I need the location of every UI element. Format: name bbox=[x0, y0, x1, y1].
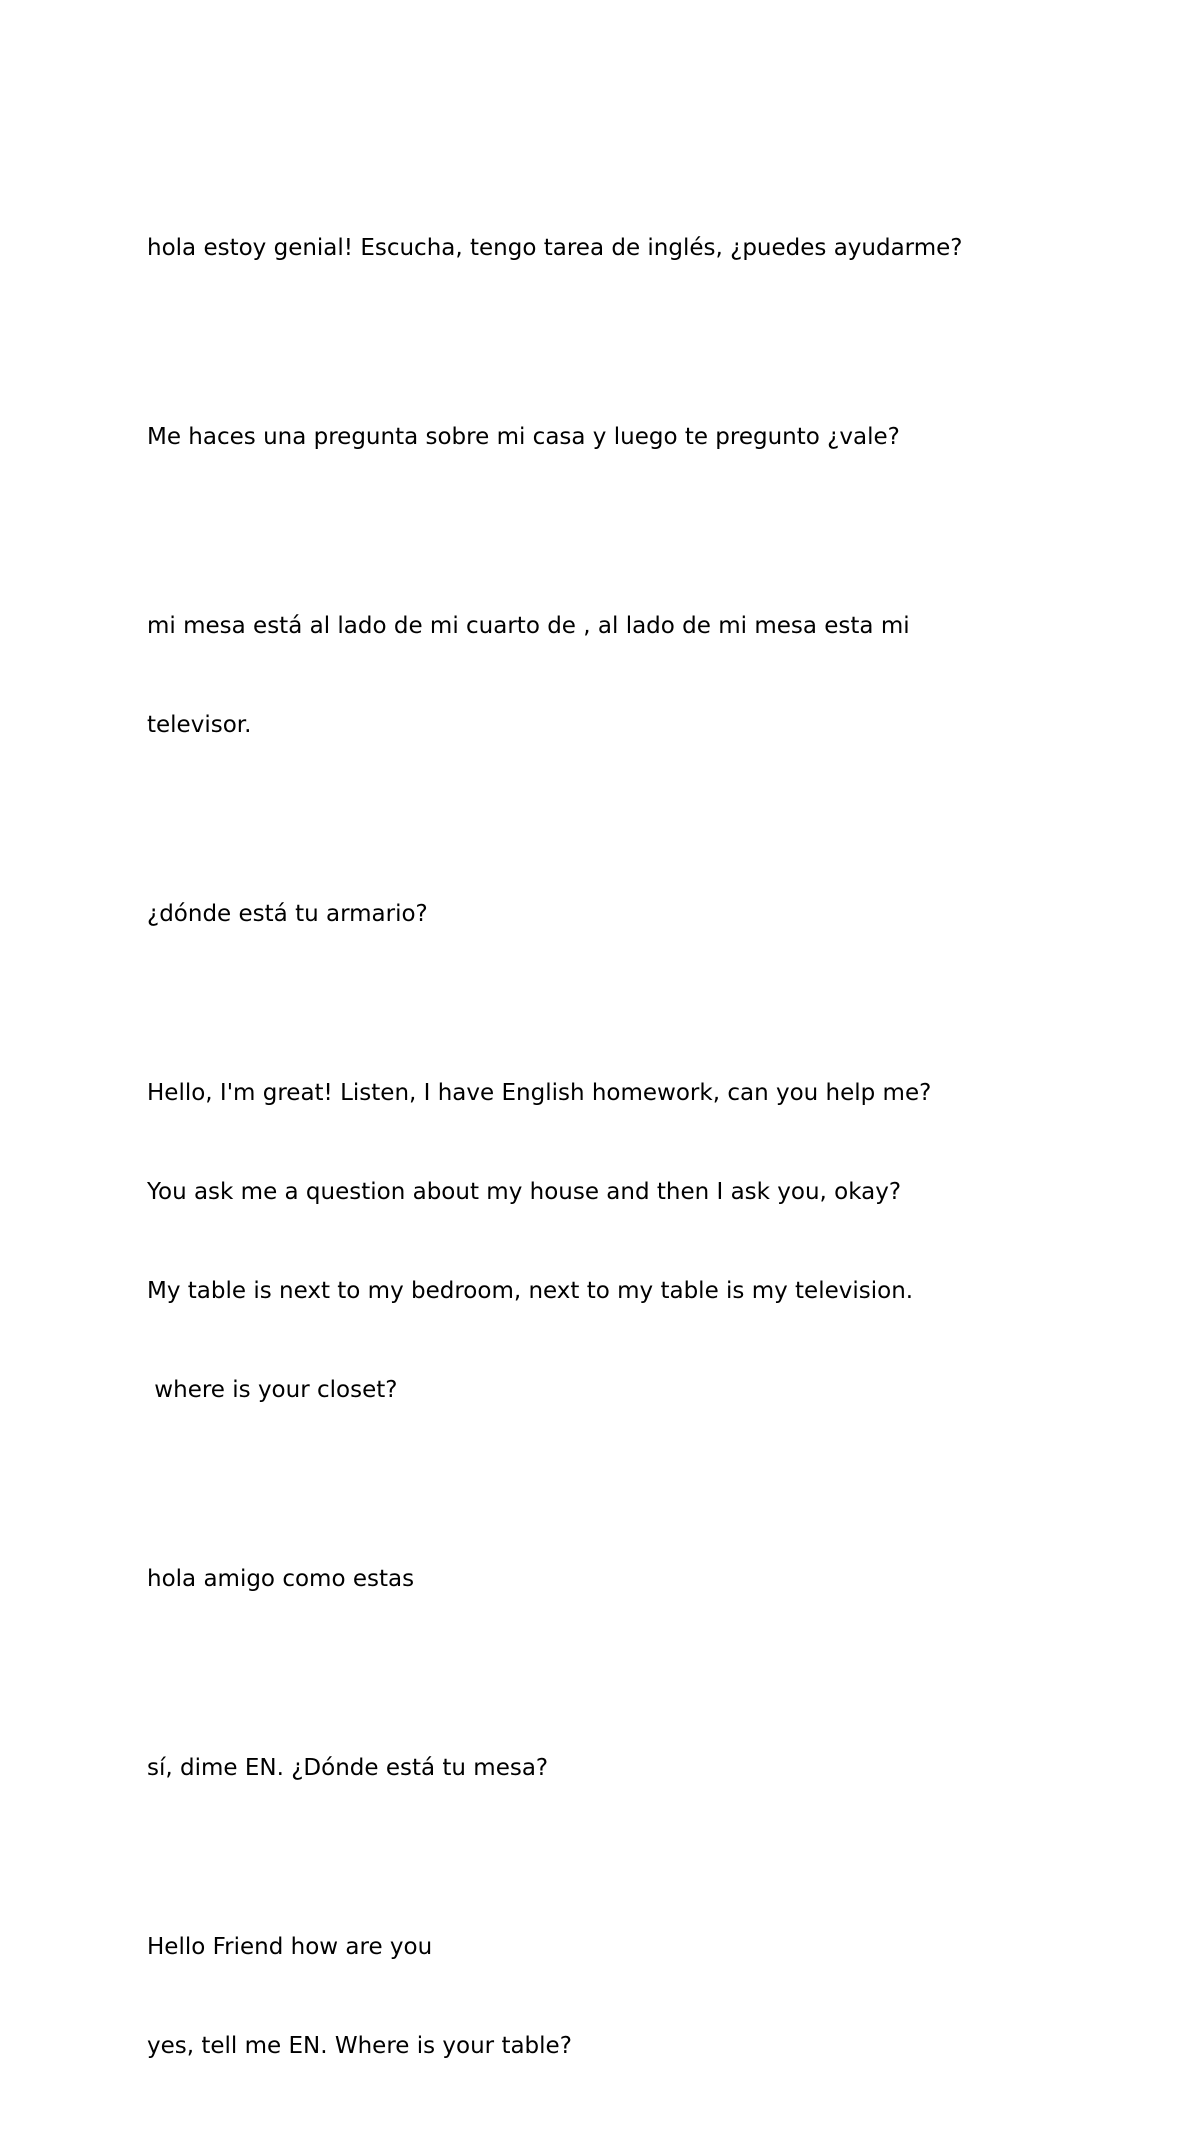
text-line: Me haces una pregunta sobre mi casa y luego te pregunto ¿vale? bbox=[147, 424, 900, 450]
text-line: hola estoy genial! Escucha, tengo tarea de inglés, ¿puedes ayudarme? bbox=[147, 235, 963, 261]
paragraph-3 bbox=[147, 544, 1047, 808]
paragraph-7 bbox=[147, 1686, 1047, 1851]
text-line: televisor. bbox=[147, 712, 252, 738]
paragraph-2 bbox=[147, 355, 1047, 520]
text-line: My table is next to my bedroom, next to my table is my television. bbox=[147, 1278, 914, 1304]
text-line: mi mesa está al lado de mi cuarto de , al lado de mi mesa esta mi bbox=[147, 613, 910, 639]
text-line: where is your closet? bbox=[147, 1377, 398, 1403]
text-line: Hello, I'm great! Listen, I have English homework, can you help me? bbox=[147, 1080, 932, 1106]
text-line: You ask me a question about my house and then I ask you, okay? bbox=[147, 1179, 902, 1205]
paragraph-1 bbox=[147, 166, 1047, 331]
paragraph-6 bbox=[147, 1497, 1047, 1662]
document-body bbox=[147, 166, 1047, 2153]
text-line: ¿dónde está tu armario? bbox=[147, 901, 428, 927]
text-line: hola amigo como estas bbox=[147, 1566, 415, 1592]
paragraph-4 bbox=[147, 832, 1047, 997]
text-line: yes, tell me EN. Where is your table? bbox=[147, 2033, 572, 2059]
paragraph-5 bbox=[147, 1011, 1047, 1473]
text-line: Hello Friend how are you bbox=[147, 1934, 433, 1960]
text-line: sí, dime EN. ¿Dónde está tu mesa? bbox=[147, 1755, 549, 1781]
paragraph-8 bbox=[147, 1865, 1047, 2129]
